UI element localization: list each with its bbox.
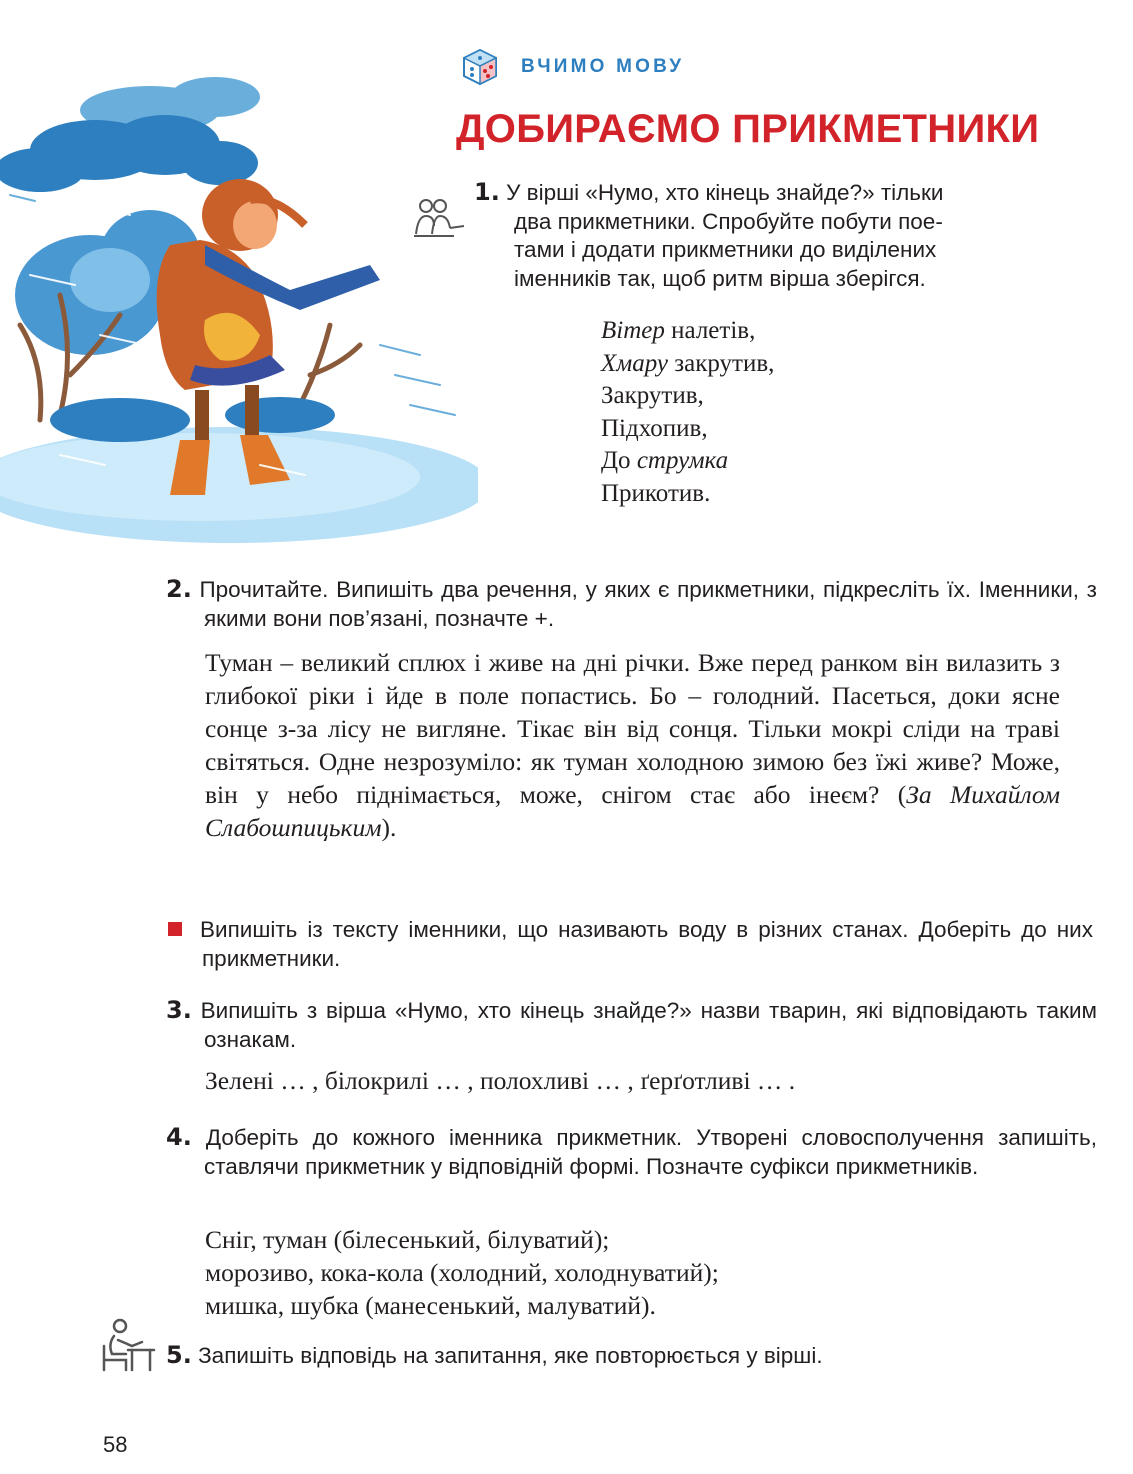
task-2-subtask-text: Випишіть із тексту іменники, що називають воду в різних станах. Доберіть до них прикметники. (200, 917, 1093, 971)
pair-work-icon (410, 196, 466, 242)
task-5 (166, 1341, 1059, 1371)
task-4 (166, 1123, 1097, 1181)
task-1-text-line: У вірші «Нумо, хто кінець знайде?» тільки (506, 180, 944, 205)
task-1-text-line: тами і додати прикметники до виділених (514, 237, 937, 262)
task-2-text: Прочитайте. Випишіть два речення, у яких є прикметники, підкресліть їх. Іменники, з якими вони пов’язані, позначте +. (199, 577, 1097, 631)
word-line: Сніг, туман (білесенький, білуватий); (205, 1225, 610, 1254)
desk-writing-icon (98, 1316, 156, 1372)
story-author: За Михайлом Слабошпицьким (205, 780, 1060, 842)
task-3 (166, 996, 1097, 1054)
task-3-example: Зелені … , білокрилі … , полохливі … , ґерґотливі … . (205, 1066, 796, 1095)
task-5-text: Запишіть відповідь на запитання, яке повторюється у вірші. (198, 1343, 823, 1368)
task-3-number: 3. (166, 996, 192, 1024)
task-4-word-list (205, 1223, 719, 1322)
task-3-text: Випишіть з вірша «Нумо, хто кінець знайде?» назви тварин, які відповідають таким ознакам. (200, 998, 1097, 1052)
poem-line: Підхопив, (601, 414, 708, 442)
task-2 (166, 575, 1097, 633)
task-1-text-line: іменників так, щоб ритм вірша зберігся. (514, 265, 926, 291)
poem-line: До струмка (601, 447, 729, 474)
task-1-number: 1. (474, 178, 500, 206)
poem-line: Закрутив, (601, 382, 704, 409)
word-line: мишка, шубка (манесенький, малуватий). (205, 1291, 656, 1320)
task-4-text: Доберіть до кожного іменника прикметник. Утворені словосполучення запишіть, ставлячи прикметник у відповідній формі. Позначте суфікси прикметників. (204, 1125, 1097, 1179)
task-2-subtask (168, 916, 1093, 973)
task-5-number: 5. (166, 1341, 192, 1369)
word-line: морозиво, кока-кола (холодний, холоднуватий); (205, 1258, 719, 1287)
bullet-marker (168, 922, 182, 936)
task-1 (474, 178, 1059, 293)
poem (601, 315, 774, 510)
poem-line: Прикотив. (601, 479, 711, 507)
task-2-number: 2. (166, 575, 192, 603)
page-title: ДОБИРАЄМО ПРИКМЕТНИКИ (456, 107, 1040, 151)
windy-girl-illustration (0, 75, 478, 545)
poem-line: Хмару закрутив, (601, 349, 775, 377)
section-label: ВЧИМО МОВУ (521, 56, 685, 77)
task-1-text-line: два прикметники. Спробуйте побути поe- (514, 208, 943, 234)
page-number: 58 (103, 1432, 128, 1457)
task-4-number: 4. (166, 1123, 192, 1151)
story-text: Туман – великий сплюх і живе на дні річки. Вже перед ранком він вилазить з глибокої ріки і йде в поле попастись. Бо – голодний. Пасеться, доки ясне сонце з-за лісу не вигляне. Тікає він від сонця. Тільки мокрі сліди на траві світяться. Одне незрозуміло: як туман холодною зимою без їжі живе? Може, він у небо піднімається, може, снігом стає або інеєм? (За Михайлом Слабошпицьким). (205, 648, 1060, 842)
poem-line: Вітер налетів, (601, 317, 756, 344)
